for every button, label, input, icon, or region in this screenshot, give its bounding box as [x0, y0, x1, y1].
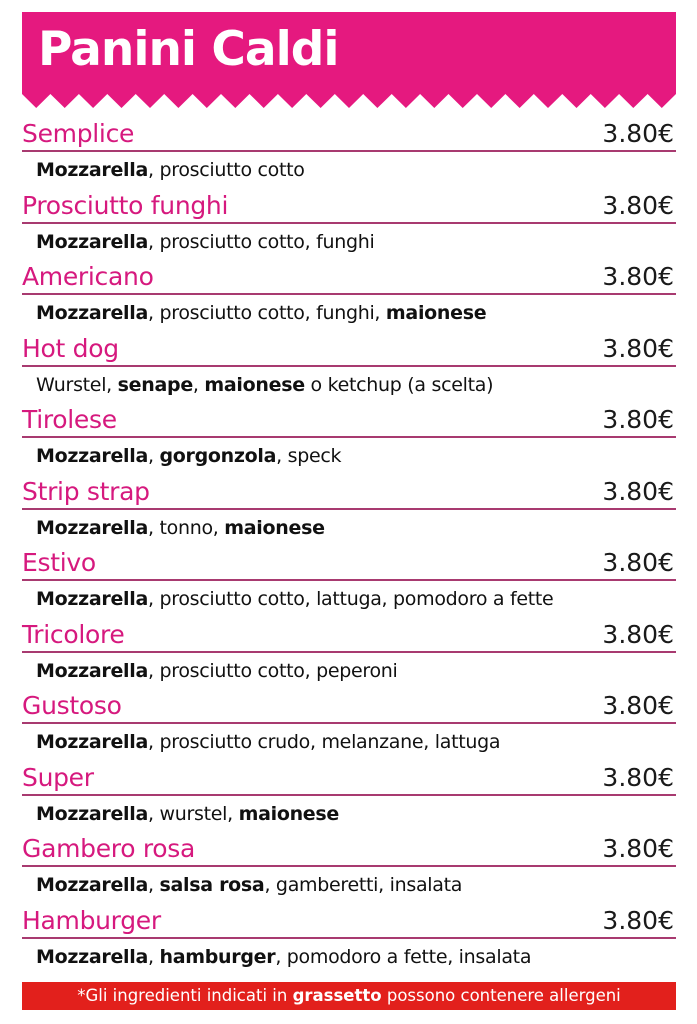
menu-item	[22, 758, 676, 830]
menu-item-header	[22, 472, 676, 510]
menu-item-header	[22, 257, 676, 295]
ingredient-allergen: Mozzarella	[36, 588, 149, 610]
menu-item-ingredients	[36, 588, 553, 610]
menu-item-header	[22, 758, 676, 796]
ingredient-allergen: Mozzarella	[36, 302, 149, 324]
menu-item-name: Gambero rosa	[22, 834, 196, 863]
ingredient-allergen: salsa rosa	[159, 874, 265, 896]
menu-item-name: Hot dog	[22, 333, 119, 363]
menu-item-price: 3.80€	[602, 691, 674, 720]
menu-item-price: 3.80€	[602, 333, 674, 363]
ingredient-text: , wurstel,	[148, 802, 239, 825]
menu-item-name: Tricolore	[22, 619, 125, 649]
menu-item	[22, 686, 676, 758]
menu-item	[22, 472, 676, 544]
ingredient-text: ,	[148, 945, 160, 968]
menu-item-ingredients	[36, 517, 325, 539]
menu-item-ingredients	[36, 374, 493, 396]
menu-item-header	[22, 901, 676, 939]
menu-item	[22, 257, 676, 329]
ingredient-allergen: maionese	[385, 302, 487, 324]
menu-item-price: 3.80€	[602, 619, 674, 649]
menu-item-ingredients	[36, 731, 500, 753]
ingredient-text: ,	[192, 373, 205, 396]
menu-item-header	[22, 543, 676, 581]
menu-list	[22, 114, 676, 972]
menu-item-price: 3.80€	[602, 262, 674, 291]
ingredient-allergen: Mozzarella	[36, 874, 149, 896]
menu-item-name: Strip strap	[22, 476, 150, 506]
ingredient-allergen: Mozzarella	[36, 659, 149, 682]
ingredient-text: , prosciutto cotto, funghi,	[148, 302, 386, 324]
ingredient-allergen: maionese	[224, 516, 325, 539]
ingredient-allergen: Mozzarella	[36, 159, 149, 181]
menu-item-ingredients	[36, 159, 305, 181]
ingredient-text: , pomodoro a fette, insalata	[275, 945, 532, 968]
allergen-note-text-end: possono contenere allergeni	[381, 986, 621, 1005]
menu-item-price: 3.80€	[602, 762, 674, 792]
menu-item	[22, 114, 676, 186]
ingredient-allergen: hamburger	[159, 945, 276, 968]
menu-item-ingredients	[36, 874, 462, 896]
ingredient-allergen: Mozzarella	[36, 445, 149, 467]
ingredient-allergen: Mozzarella	[36, 945, 149, 968]
ingredient-text: ,	[148, 874, 160, 896]
menu-item-ingredients	[36, 946, 531, 968]
menu-item-header	[22, 400, 676, 438]
menu-item-name: Gustoso	[22, 691, 122, 720]
menu-item-price: 3.80€	[602, 905, 674, 935]
menu-item-price: 3.80€	[602, 190, 674, 220]
menu-item-ingredients	[36, 445, 341, 467]
menu-item-name: Americano	[22, 262, 154, 291]
menu-item-name: Estivo	[22, 548, 96, 577]
allergen-note-bold: grassetto	[292, 986, 382, 1005]
menu-item-price: 3.80€	[602, 119, 674, 148]
menu-item-name: Semplice	[22, 119, 135, 148]
menu-item-ingredients	[36, 803, 339, 825]
menu-item-price: 3.80€	[602, 548, 674, 577]
menu-item-header	[22, 114, 676, 152]
menu-item-header	[22, 186, 676, 224]
menu-item-name: Tirolese	[22, 405, 117, 434]
ingredient-text: , gamberetti, insalata	[264, 874, 463, 896]
ingredient-text: , prosciutto cotto, peperoni	[148, 659, 398, 682]
ingredient-text: , prosciutto cotto	[148, 159, 305, 181]
ingredient-text: ,	[148, 445, 160, 467]
page-title: Panini Caldi	[38, 22, 339, 77]
menu-item	[22, 829, 676, 901]
menu-item	[22, 400, 676, 472]
menu-item-ingredients	[36, 660, 398, 682]
menu-item-price: 3.80€	[602, 476, 674, 506]
ingredient-text: , prosciutto cotto, funghi	[148, 230, 375, 253]
ingredient-allergen: Mozzarella	[36, 230, 149, 253]
menu-header-banner	[22, 12, 676, 122]
ingredient-allergen: Mozzarella	[36, 802, 149, 825]
menu-item	[22, 186, 676, 258]
menu-item-name: Prosciutto funghi	[22, 190, 229, 220]
menu-item	[22, 543, 676, 615]
ingredient-allergen: gorgonzola	[159, 445, 277, 467]
menu-item-name: Super	[22, 762, 94, 792]
ingredient-text: , prosciutto cotto, lattuga, pomodoro a fette	[148, 588, 554, 610]
menu-item-header	[22, 329, 676, 367]
menu-item-header	[22, 615, 676, 653]
ingredient-allergen: maionese	[204, 373, 305, 396]
menu-item-header	[22, 829, 676, 867]
ingredient-allergen: senape	[117, 373, 193, 396]
ingredient-text: , speck	[276, 445, 342, 467]
ingredient-allergen: Mozzarella	[36, 731, 149, 753]
menu-item-ingredients	[36, 302, 486, 324]
menu-item	[22, 615, 676, 687]
menu-item-ingredients	[36, 231, 374, 253]
ingredient-text: , tonno,	[148, 516, 225, 539]
allergen-note	[22, 982, 676, 1010]
ingredient-allergen: maionese	[238, 802, 339, 825]
menu-item-header	[22, 686, 676, 724]
menu-item-name: Hamburger	[22, 905, 161, 935]
menu-item-price: 3.80€	[602, 834, 674, 863]
menu-item-price: 3.80€	[602, 405, 674, 434]
menu-item	[22, 901, 676, 973]
ingredient-text: o ketchup (a scelta)	[304, 373, 494, 396]
menu-item	[22, 329, 676, 401]
ingredient-allergen: Mozzarella	[36, 516, 149, 539]
ingredient-text: Wurstel,	[36, 373, 118, 396]
allergen-note-text: *Gli ingredienti indicati in	[77, 986, 293, 1005]
ingredient-text: , prosciutto crudo, melanzane, lattuga	[148, 731, 501, 753]
